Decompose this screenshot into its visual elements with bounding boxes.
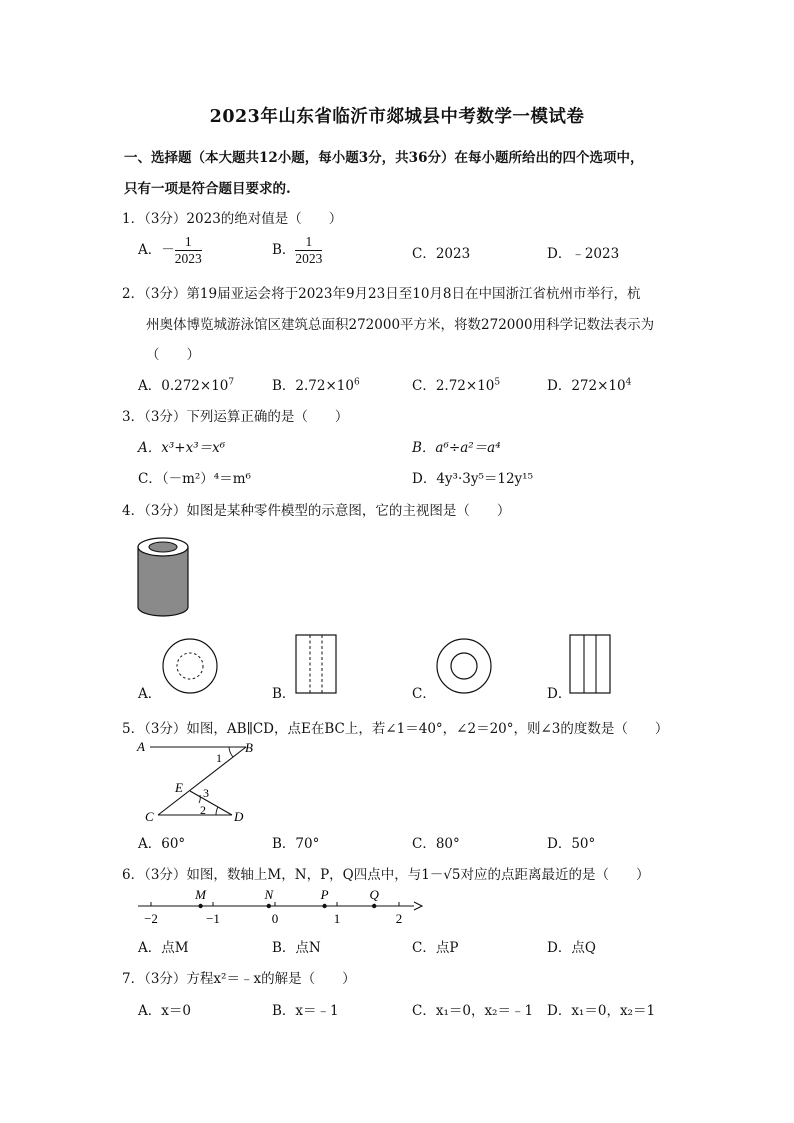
q2-option-c: C．$2.72\times 10^5$ — [412, 377, 501, 394]
q5-option-a: A．60° — [138, 836, 186, 852]
q4-option-c-figure — [434, 636, 494, 696]
q6-option-c: C．点P — [412, 940, 459, 956]
q7-option-c: C．x₁＝0，x₂＝﹣1 — [412, 1003, 534, 1019]
number-line-point — [322, 904, 326, 908]
q6-option-a: A．点M — [138, 940, 189, 956]
parallel-lines-figure — [134, 736, 264, 828]
q4-option-d-label: D． — [547, 686, 572, 702]
question-1-stem: 1．（3分）2023的绝对值是（ ） — [122, 211, 343, 227]
q4-option-b-figure — [295, 634, 339, 696]
number-line-point — [267, 904, 271, 908]
q4-option-d-figure — [569, 634, 613, 696]
question-4-stem: 4．（3分）如图是某种零件模型的示意图，它的主视图是（ ） — [122, 503, 511, 519]
number-line-point-label: N — [264, 887, 274, 902]
section-heading: 一、选择题（本大题共12小题，每小题3分，共36分）在每小题所给出的四个选项中， — [124, 150, 644, 166]
number-line-figure — [134, 884, 424, 928]
angle-2-label: 2 — [200, 803, 206, 817]
question-2-stem-line1: 2．（3分）第19届亚运会将于2023年9月23日至10月8日在中国浙江省杭州市举行，杭 — [122, 286, 641, 302]
number-line-point-label: P — [320, 887, 329, 902]
q4-option-a-figure — [160, 636, 220, 696]
label-a: A — [137, 739, 145, 754]
section-heading-cont: 只有一项是符合题目要求的. — [124, 181, 291, 197]
q5-option-c: C．80° — [412, 836, 460, 852]
number-line-tick-label: −1 — [206, 911, 220, 926]
q6-option-d: D．点Q — [547, 940, 596, 956]
number-line-point — [198, 904, 202, 908]
question-2-stem-line3: （ ） — [146, 347, 200, 363]
q2-option-b: B．$2.72\times 10^6$ — [272, 377, 360, 394]
question-5-stem: 5．（3分）如图，AB∥CD，点E在BC上，若∠1＝40°，∠2＝20°，则∠3的度数是（ ） — [122, 721, 669, 737]
q7-option-d: D．x₁＝0，x₂＝1 — [547, 1003, 656, 1019]
label-e: E — [175, 780, 183, 795]
q2-option-d: D．$272\times 10^4$ — [547, 377, 632, 394]
cylinder-model-figure — [130, 525, 196, 625]
q3-option-b: B．a⁶÷a²＝a⁴ — [412, 440, 501, 456]
q3-option-c: C．（－m²）⁴＝m⁶ — [138, 471, 251, 487]
q6-option-b: B．点N — [272, 940, 321, 956]
number-line-point-label: Q — [369, 887, 379, 902]
angle-3-label: 3 — [203, 786, 209, 800]
q4-option-a-label: A． — [138, 686, 162, 702]
q1-option-c: C．2023 — [412, 246, 471, 262]
question-7-stem: 7．（3分）方程x²＝﹣x的解是（ ） — [122, 971, 356, 987]
q4-option-b-label: B． — [272, 686, 296, 702]
label-c: C — [145, 809, 154, 824]
number-line-tick-label: −2 — [144, 911, 158, 926]
question-6-stem: 6．（3分）如图，数轴上M，N，P，Q四点中，与1－√5对应的点距离最近的是（ ） — [122, 867, 650, 883]
page-title: 2023年山东省临沂市郯城县中考数学一模试卷 — [209, 107, 585, 127]
q2-option-a: A．$0.272\times 10^7$ — [138, 377, 235, 394]
label-d: D — [234, 809, 244, 824]
q5-option-b: B．70° — [272, 836, 320, 852]
question-2-stem-line2: 州奥体博览城游泳馆区建筑总面积272000平方米，将数272000用科学记数法表示为 — [146, 317, 655, 333]
number-line-tick-label: 0 — [271, 911, 279, 926]
q3-option-d: D．4y³·3y⁵＝12y¹⁵ — [412, 471, 533, 487]
q1-option-b: B． $\frac{1}{2023}$ — [272, 234, 323, 266]
q4-option-c-label: C． — [412, 686, 436, 702]
question-3-stem: 3．（3分）下列运算正确的是（ ） — [122, 409, 349, 425]
q1-option-d: D．﹣2023 — [547, 246, 620, 262]
angle-1-label: 1 — [216, 751, 222, 765]
q1-option-a: A．－ $\frac{1}{2023}$ — [138, 234, 202, 266]
q7-option-a: A．x＝0 — [138, 1003, 191, 1019]
label-b: B — [245, 740, 253, 755]
number-line-tick-label: 2 — [395, 911, 403, 926]
number-line-tick-label: 1 — [333, 911, 341, 926]
q3-option-a: A．x³+x³＝x⁶ — [138, 440, 226, 456]
q5-option-d: D．50° — [547, 836, 596, 852]
number-line-point — [372, 904, 376, 908]
q7-option-b: B．x＝﹣1 — [272, 1003, 339, 1019]
number-line-point-label: M — [195, 887, 207, 902]
